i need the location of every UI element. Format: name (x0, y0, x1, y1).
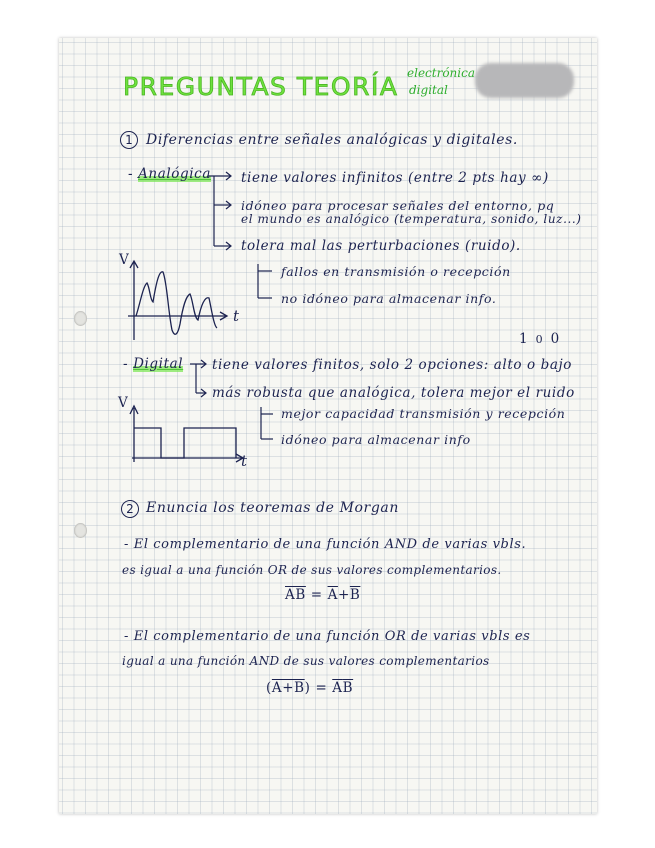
digital-sub-item-1: mejor capacidad transmisión y recepción (281, 406, 566, 421)
formula-lhs: A+B (271, 680, 305, 696)
formula-term-b: $\overline{B}$ (349, 587, 361, 603)
analog-item-3: el mundo es analógico (temperatura, sonido, luz...) (241, 212, 582, 226)
formula-term-a: $\overline{A}$ (332, 680, 343, 696)
binary-label: 0 (535, 333, 551, 346)
analog-label-row: - Analógica (128, 166, 211, 182)
digital-graph-v-label: V (118, 395, 129, 411)
page-title: PREGUNTAS TEORÍA (123, 72, 399, 101)
formula-lhs: $\overline{AB}$ (285, 587, 306, 603)
digital-item-2: más robusta que analógica, tolera mejor el ruido (212, 385, 575, 401)
theorem1-line2: es igual a una función OR de sus valores complementarios. (122, 563, 502, 577)
q1-heading: Diferencias entre señales analógicas y digitales. (146, 132, 518, 148)
digital-label: Digital (133, 356, 184, 372)
analog-label: Analógica (138, 166, 211, 182)
subject-line-2: digital (409, 83, 448, 97)
question-number-1: 1 (120, 131, 138, 149)
q2-heading: Enuncia los teoremas de Morgan (146, 500, 399, 516)
analog-sub-item-1: fallos en transmisión o recepción (281, 264, 511, 279)
binary-label: 1 (519, 331, 536, 347)
digital-sub-item-2: idóneo para almacenar info (281, 432, 471, 447)
digital-label-row: - Digital (123, 356, 184, 372)
theorem2-line2: igual a una función AND de sus valores complementarios (122, 654, 490, 668)
analog-item-1: tiene valores infinitos (entre 2 pts hay ∞) (241, 170, 549, 186)
formula-term-b: $\overline{B}$ (342, 680, 354, 696)
digital-graph-t-label: t (241, 452, 248, 470)
formula-term-a: $\overline{A}$ (327, 587, 338, 603)
binary-label: 0 (550, 331, 568, 347)
theorem1-formula (285, 587, 360, 603)
theorem1-line1: - El complementario de una función AND de varias vbls. (124, 537, 527, 552)
question-number-2: 2 (121, 500, 139, 518)
formula-plus: + (337, 587, 350, 603)
analog-graph-v-label: V (119, 252, 130, 268)
analog-item-2: idóneo para procesar señales del entorno, pq (241, 198, 555, 213)
analog-item-4: tolera mal las perturbaciones (ruido). (241, 238, 521, 254)
formula-equals: = (305, 587, 328, 603)
digital-item-1: tiene valores finitos, solo 2 opciones: alto o bajo (212, 357, 573, 373)
subject-line-1: electrónica (407, 66, 475, 80)
formula-equals: = (310, 680, 333, 696)
analog-sub-item-2: no idóneo para almacenar info. (281, 291, 497, 306)
theorem2-line1: - El complementario de una función OR de varias vbls es (124, 629, 531, 644)
analog-graph-t-label: t (233, 307, 240, 325)
theorem2-formula: $(A+B) = \overline{A}\overline{B}$ (266, 680, 354, 696)
